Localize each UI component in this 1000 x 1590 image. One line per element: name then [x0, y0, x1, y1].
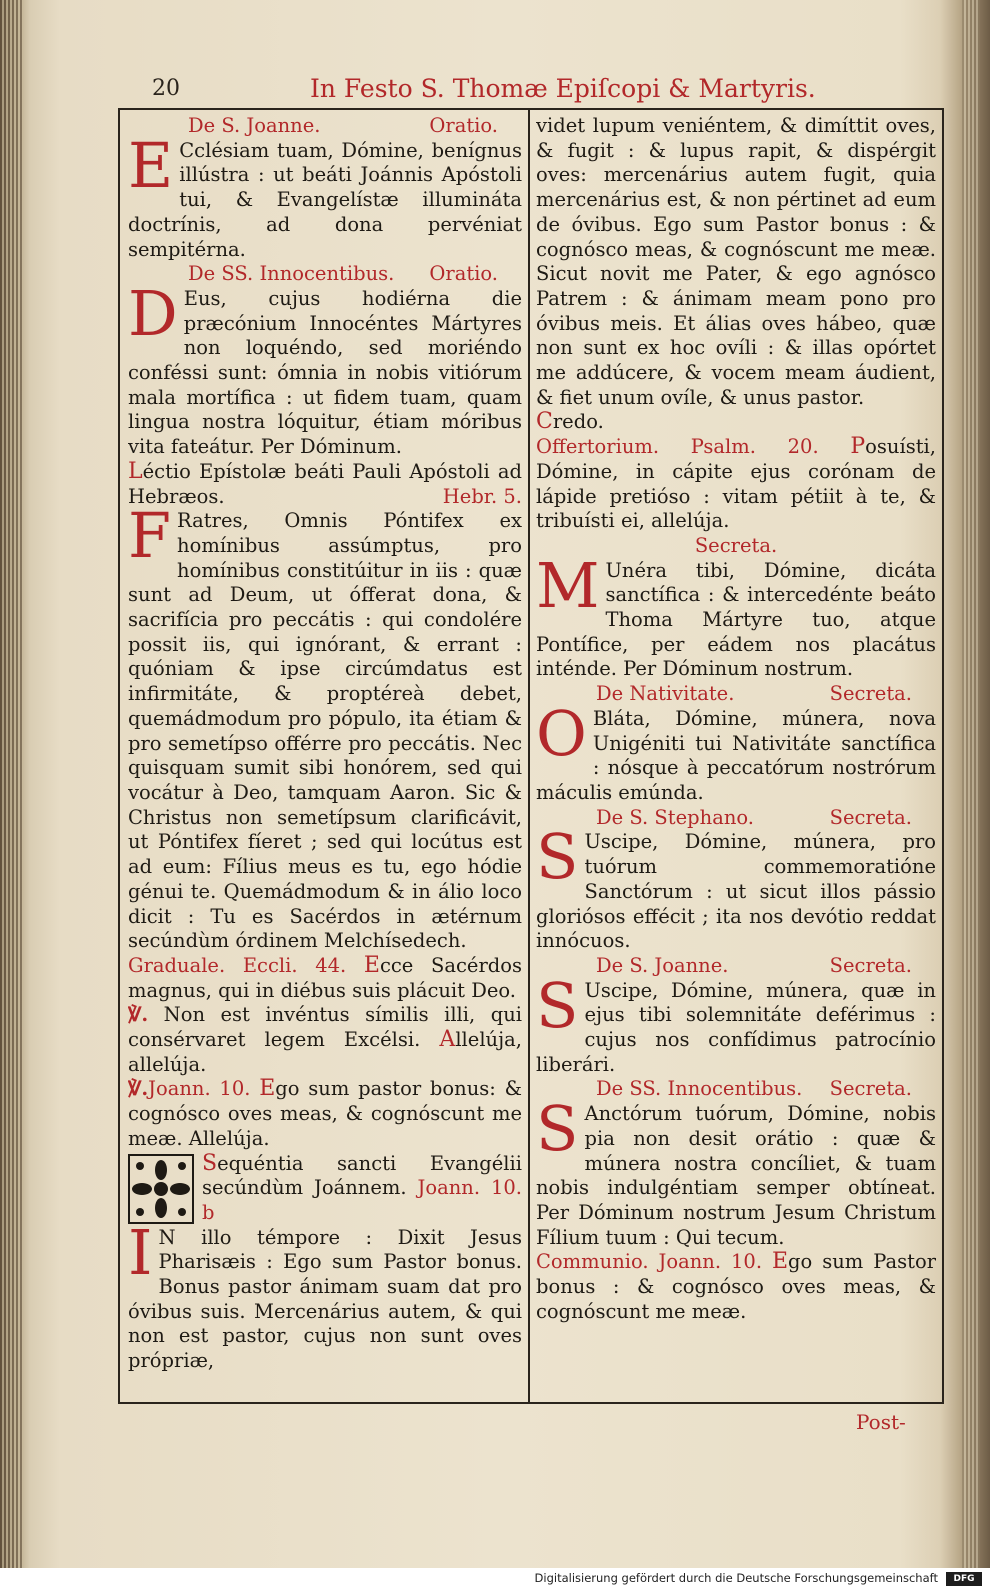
rubric-heading [128, 262, 522, 287]
initial-letter: S [202, 1150, 218, 1176]
left-page-edge [0, 0, 24, 1568]
communio-label: Communio. Joann. 10. [536, 1250, 763, 1274]
initial-letter: P [850, 434, 866, 460]
secreta-paragraph [536, 968, 936, 1078]
rubric-heading [536, 1077, 936, 1102]
paragraph-text: Eus, cujus hodiérna die præcónium Innocéntes Mártyres non loquéndo, sed moriéndo conféssi sunt: ómnia in nobis vitiórum mala mortífica : ut fidem tuam, quam lingua nostra lóquitur, étiam móribus vita fateátur. Per Dóminum. [128, 286, 522, 459]
paragraph-text: Uscipe, Dómine, múnera, pro tuórum commemoratióne Sanctórum : ut sicut illos pássio gloriósos effécit ; ita nos devótio reddat innócuos. [536, 830, 936, 953]
scripture-reference: Joann. 10. [148, 1077, 251, 1101]
rubric-left: De S. Stephano. [596, 805, 754, 829]
paragraph-tail: llelúja, allelúja. [128, 1028, 522, 1076]
column-divider [528, 108, 530, 1404]
paragraph-text: Bláta, Dómine, múnera, nova Unigéniti tui Nativitáte sanctífica : nósque à peccatórum nostrórum máculis emúnda. [536, 706, 936, 804]
rubric-heading [536, 682, 936, 707]
paragraph-text: Ratres, Omnis Póntifex ex homínibus assúmptus, pro homínibus constitúitur in iis : quæ sunt ad Deum, ut ófferat dona, & sacrifícia pro peccátis : qui condolére possit iis, qui ignórant, & errant : quóniam & ipse circúmdatus est infirmitáte, & proptéreà debet, quemádmodum pro pópulo, ita étiam & pro semetípso offérre pro peccátis. Nec quisquam sumit sibi honórem, sed qui vocátur à Deo, tamquam Aaron. Sic & Christus non semetípsum clarificávit, ut Póntifex fíeret ; sed qui locútus est ad eum: Fílius meus es tu, ego hódie génui te. Quemádmodum & in álio loco dicit : Tu es Sacérdos in ætérnum secúndùm órdinem Melchísedech. [128, 509, 522, 953]
cross-ornament-icon [128, 1154, 194, 1224]
left-column [128, 114, 522, 1400]
paragraph-text: Unéra tibi, Dómine, dicáta sanctífica : & intercedénte beáto Thoma Mártyre tuo, atque Pontífice, per eádem nos placátus inténde. Per Dóminum nostrum. [536, 558, 936, 681]
gospel-continuation: videt lupum veniéntem, & dimíttit oves, & fugit : & lupus rapit, & dispérgit oves: mercenárius autem fugit, quia mercenárius est, & non pértinet ad eum de óvibus. Ego sum Pastor bonus : & cognósco meas, & cognóscunt me meæ. Sicut novit me Pater, & ego agnósco Patrem : & ánimam meam pono pro óvibus meis. Et álias oves hábeo, quæ non sunt ex hoc ovíli : & illas opórtet me addúcere, & vocem meam áudient, & fiet unum ovíle, & unus pastor. [536, 114, 936, 409]
graduale-paragraph [128, 954, 522, 1003]
page-header [150, 72, 940, 110]
drop-cap: S [536, 1092, 579, 1166]
dfg-logo: DFG [946, 1572, 982, 1586]
running-title: In Festo S. Thomæ Epiſcopi & Martyris. [310, 74, 816, 103]
rubric-right: Oratio. [429, 114, 498, 137]
initial-letter: E [363, 952, 380, 978]
lectio-title [128, 460, 522, 509]
rubric-left: De SS. Innocentibus. [188, 262, 395, 286]
scripture-reference: Joann. 10. b [202, 1176, 522, 1224]
versicle-paragraph [128, 1077, 522, 1151]
paragraph-text: go sum pastor bonus: & cognósco oves meas, & cognóscunt me meæ. Allelúja. [128, 1077, 522, 1150]
initial-letter: A [439, 1027, 456, 1053]
paragraph-text: Non est invéntus símilis illi, qui consérvaret legem Excélsi. [128, 1003, 522, 1052]
secreta-heading: Secreta. [694, 533, 778, 557]
drop-cap: I [128, 1215, 153, 1289]
offertorium-paragraph [536, 435, 936, 534]
right-column [536, 114, 936, 1400]
paragraph-text: go sum Pastor bonus : & cognósco oves meas, & cognóscunt me meæ. [536, 1250, 936, 1323]
drop-cap: S [536, 968, 579, 1042]
rubric-right: Oratio. [429, 262, 498, 286]
paragraph-text: Uscipe, Dómine, múnera, quæ in ejus tibi solemnitáte deférimus : cujus nos confídimus patrocínio liberári. [536, 978, 936, 1076]
right-page-edge [962, 0, 980, 1568]
drop-cap: S [536, 820, 579, 894]
drop-cap: E [128, 128, 174, 202]
initial-letter: E [771, 1249, 789, 1275]
secreta-paragraph [536, 696, 936, 806]
sequentia-paragraph [128, 1152, 522, 1226]
rubric-right: Secreta. [829, 953, 912, 977]
versicle-paragraph [128, 1003, 522, 1077]
digitization-footer [0, 1568, 1000, 1590]
paragraph-text: equéntia sancti Evangélii secúndùm Joánnem. [202, 1151, 522, 1200]
rubric-heading [536, 954, 936, 979]
paragraph-text: N illo témpore : Dixit Jesus Pharisæis : Ego sum Pastor bonus. Bonus pastor ánimam suam dat pro óvibus suis. Mercenárius autem, & qui non est pastor, cujus non sunt oves própriæ, [128, 1225, 522, 1373]
offertorium-label: Offertorium. Psalm. 20. [536, 435, 819, 459]
paragraph-text: osuísti, Dómine, in cápite ejus corónam de lápide pretióso : vitam pétiit à te, & tribuísti ei, allelúja. [536, 435, 936, 533]
rubric-heading [536, 806, 936, 831]
gospel-paragraph [128, 1215, 522, 1374]
rubric-right: Secreta. [829, 1077, 912, 1101]
initial-letter: L [128, 458, 143, 484]
paragraph-text: cce Sacérdos magnus, qui in diébus suis plácuit Deo. [128, 953, 522, 1002]
credo-text: redo. [552, 410, 604, 434]
drop-cap: O [536, 696, 587, 770]
drop-cap: D [128, 276, 178, 350]
oratio-paragraph [128, 276, 522, 460]
graduale-label: Graduale. Eccli. 44. [128, 953, 347, 977]
paragraph-text: Anctórum tuórum, Dómine, nobis pia non desit orátio : quæ & múnera nostra concíliet, & tuam nobis indulgéntiam semper obtíneat. Per Dóminum nostrum Jesum Christum Fílium tuum : Qui tecum. [536, 1102, 936, 1249]
page-number: 20 [152, 76, 180, 101]
epistle-paragraph [128, 499, 522, 954]
paragraph-text: Cclésiam tuam, Dómine, benígnus illústra : ut beáti Joánnis Apóstoli tui, & Evangelístæ illumináta doctrínis, ad dona pervéniat sempitérna. [128, 138, 522, 261]
rubric-right: Secreta. [829, 805, 912, 829]
versicle-symbol: ℣. [128, 1077, 149, 1101]
scripture-reference: Hebr. 5. [442, 484, 522, 508]
versicle-symbol: ℣. [128, 1003, 149, 1027]
initial-letter: C [536, 409, 553, 435]
footer-credit: Digitalisierung gefördert durch die Deutsche Forschungsgemeinschaft [534, 1571, 938, 1585]
secreta-paragraph [536, 548, 936, 683]
credo-line [536, 410, 936, 435]
rubric-right: Secreta. [829, 682, 912, 706]
lectio-text: éctio Epístolæ beáti Pauli Apóstoli ad Hebræos. [128, 459, 522, 508]
catchword: Post- [856, 1410, 906, 1434]
secreta-paragraph [536, 1092, 936, 1250]
secreta-paragraph [536, 820, 936, 954]
rubric-left: De S. Joanne. [596, 953, 729, 977]
oratio-paragraph [128, 128, 522, 263]
rubric-heading [128, 114, 522, 139]
rubric-left: De SS. Innocentibus. [596, 1077, 803, 1101]
rubric-left: De S. Joanne. [188, 114, 321, 137]
communio-paragraph [536, 1250, 936, 1324]
drop-cap: F [128, 499, 172, 573]
rubric-left: De Nativitate. [596, 682, 735, 706]
initial-letter: E [259, 1076, 276, 1102]
drop-cap: M [536, 548, 600, 622]
